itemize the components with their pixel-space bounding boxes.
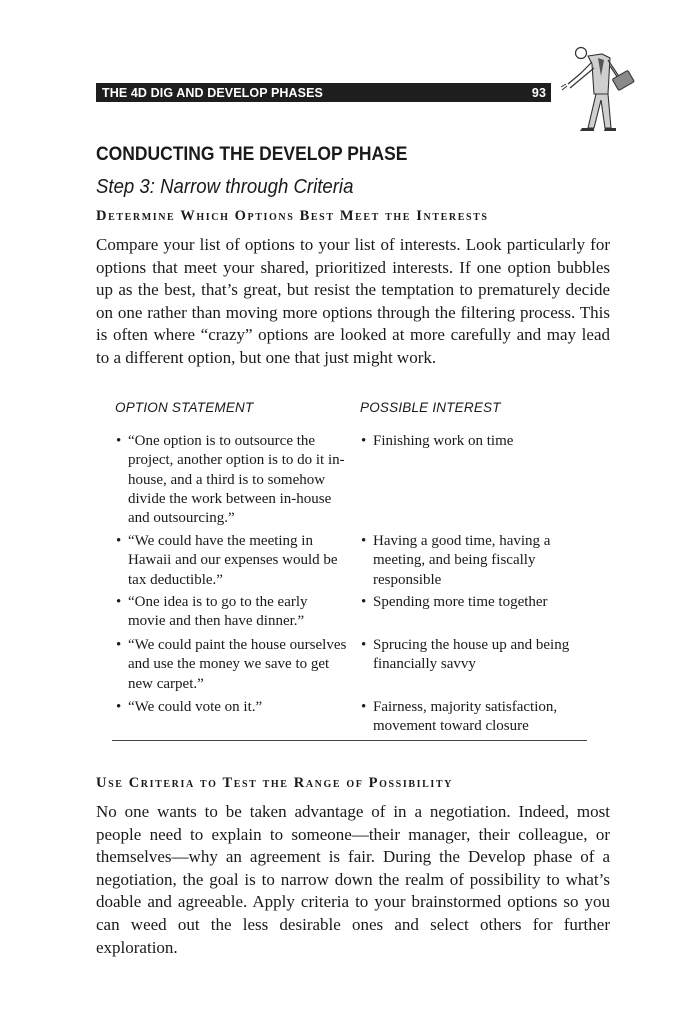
interest-text: Having a good time, having a meeting, and being fiscally responsible [373,533,551,588]
option-text: “One idea is to go to the early movie and then have dinner.” [128,594,308,630]
interest-item [361,532,591,590]
bullet-marker: • [116,594,122,610]
option-item [116,636,348,694]
bullet-marker: • [361,637,367,653]
page-number: 93 [531,85,546,100]
interest-item [361,432,591,451]
step-title: Step 3: Narrow through Criteria [96,176,354,198]
interest-text: Sprucing the house up and being financially savvy [373,637,570,673]
option-item [116,698,348,717]
option-item [116,432,348,528]
bullet-marker: • [361,433,367,449]
bullet-marker: • [361,699,367,715]
option-item [116,593,348,632]
interest-item [361,698,591,737]
option-text: “We could vote on it.” [128,699,263,715]
subhead-determine-options: Determine Which Options Best Meet the Interests [96,208,489,224]
running-header [96,83,551,102]
table-bottom-rule [112,740,587,741]
running-title: THE 4D DIG AND DEVELOP PHASES [102,85,323,100]
option-text: “One option is to outsource the project, another option is to do it in-house, and a third is to somehow divide the work between in-house and outsourcing.” [128,433,345,527]
interest-text: Fairness, majority satisfaction, movement toward closure [373,699,558,735]
column-header-possible-interest: POSSIBLE INTEREST [360,400,501,415]
interest-text: Spending more time together [373,594,548,610]
bullet-marker: • [116,699,122,715]
bullet-marker: • [116,533,122,549]
option-item [116,532,348,590]
option-text: “We could have the meeting in Hawaii and our expenses would be tax deductible.” [128,533,338,588]
option-text: “We could paint the house ourselves and use the money we save to get new carpet.” [128,637,347,692]
intro-paragraph: Compare your list of options to your list of interests. Look particularly for options that meet your shared, prioritized interests. If one option bubbles up as the best, that’s great, but resist the temptation to prematurely decide on one rather than moving more options through the filtering process. This is often where “crazy” options are looked at more carefully and may lead to a different option, but one that just might work. [96,235,610,367]
bullet-marker: • [116,433,122,449]
column-header-option-statement: OPTION STATEMENT [115,400,254,415]
interest-text: Finishing work on time [373,433,514,449]
subhead-use-criteria: Use Criteria to Test the Range of Possibility [96,775,453,791]
bullet-marker: • [116,637,122,653]
bullet-marker: • [361,594,367,610]
bullet-marker: • [361,533,367,549]
section-title: CONDUCTING THE DEVELOP PHASE [96,144,408,165]
businessman-with-briefcase-icon [558,44,640,136]
interest-item [361,593,591,612]
interest-item [361,636,591,675]
criteria-paragraph: No one wants to be taken advantage of in a negotiation. Indeed, most people need to explain to someone—their manager, their colleague, or themselves—why an agreement is fair. During the Develop phase of a negotiation, the goal is to narrow down the realm of possibility to what’s doable and agreeable. Apply criteria to your brainstormed options so you can weed out the less desirable ones and select others for further exploration. [96,802,610,957]
